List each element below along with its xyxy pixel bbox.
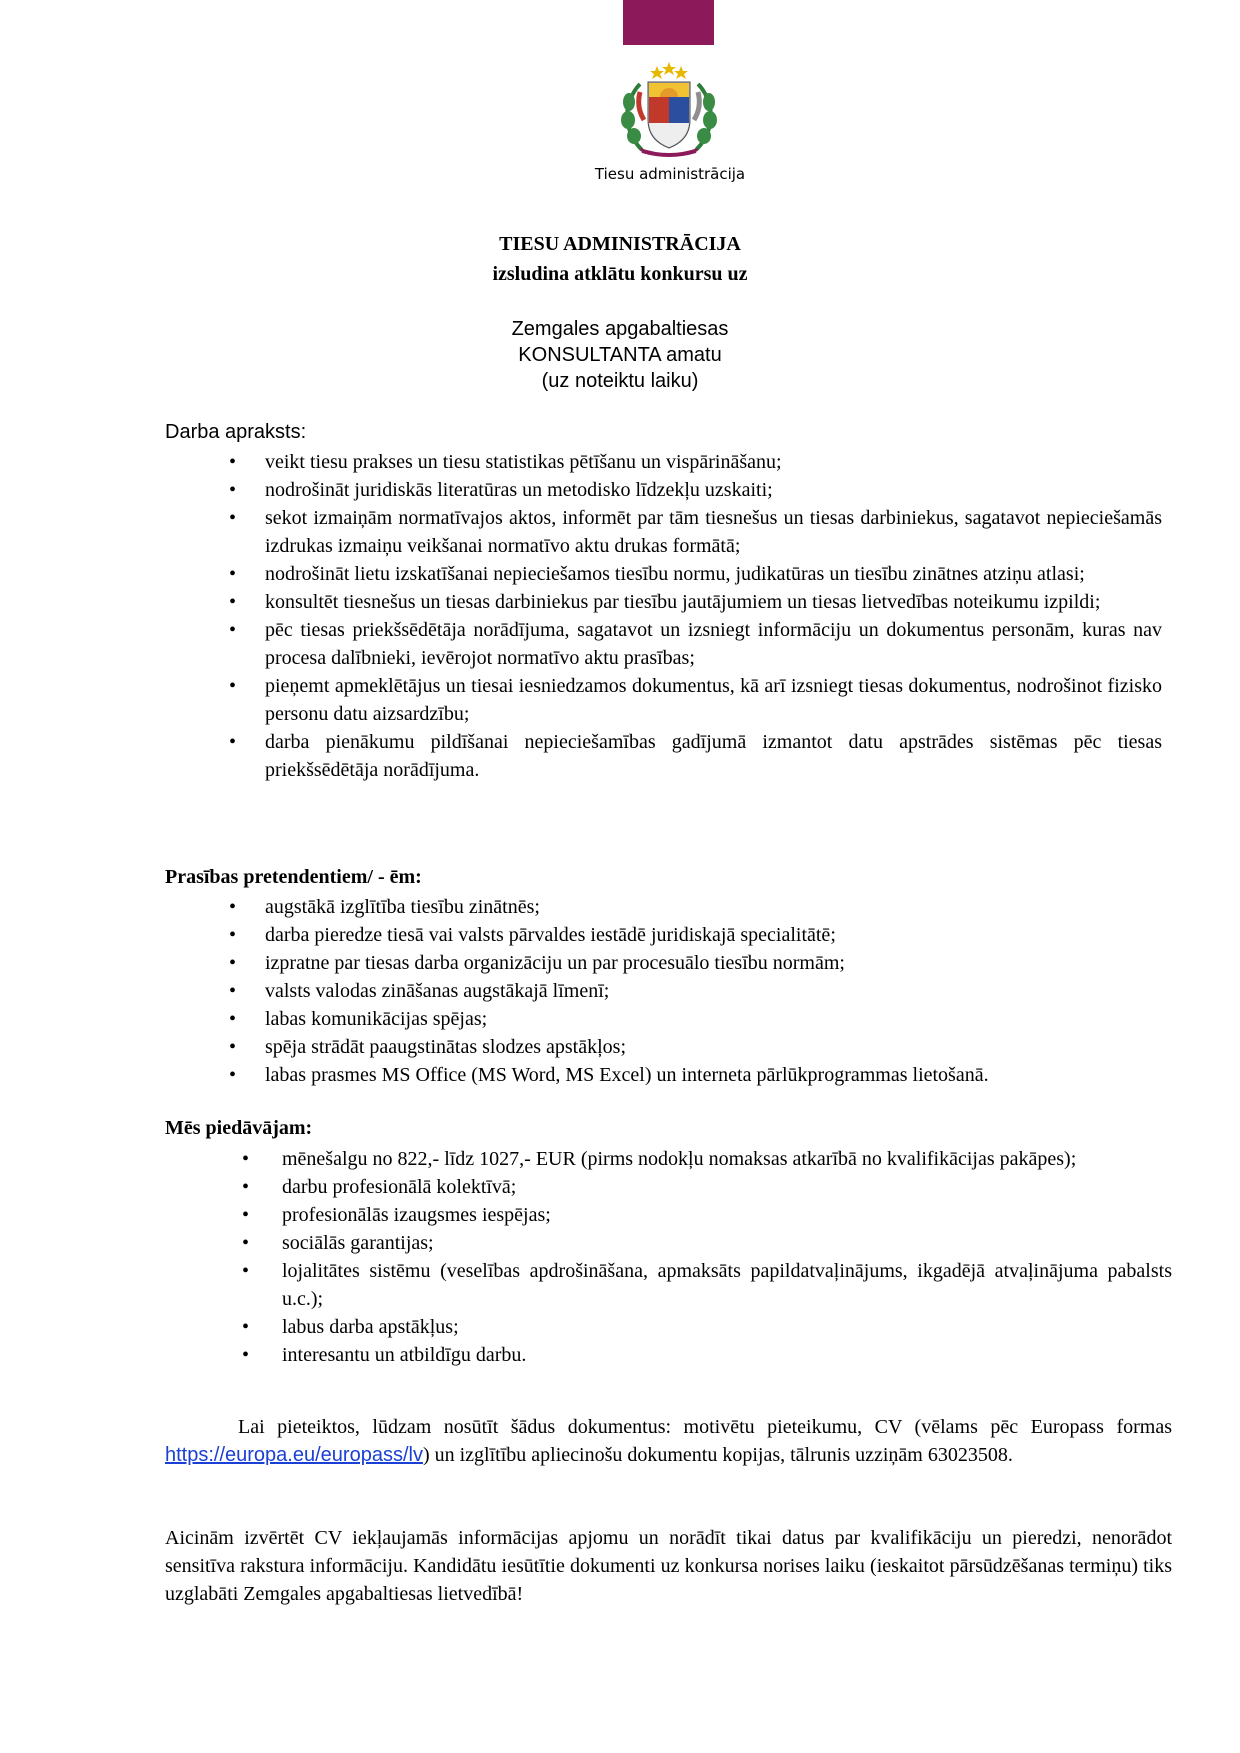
position-court: Zemgales apgabaltiesas	[511, 318, 729, 340]
application-text: Lai pieteiktos, lūdzam nosūtīt šādus dokumentus: motivētu pieteikumu, CV (vēlams pēc Europass formas	[238, 1416, 1172, 1438]
list-item: • interesantu un atbildīgu darbu.	[282, 1341, 1172, 1369]
offer-list	[282, 1145, 1172, 1369]
list-item: • pieņemt apmeklētājus un tiesai iesniedzamos dokumentus, kā arī izsniegt tiesas dokumentus, nodrošinot fizisko personu datu aizsardzību;	[265, 672, 1162, 728]
header-accent-bar	[623, 0, 714, 45]
list-item: • darba pienākumu pildīšanai nepieciešamības gadījumā izmantot datu apstrādes sistēmas pēc tiesas priekšsēdētāja norādījuma.	[265, 728, 1162, 784]
list-item: • sekot izmaiņām normatīvajos aktos, informēt par tām tiesnešus un tiesas darbiniekus, sagatavot nepieciešamās izdrukas izmaiņu veikšanai normatīvo aktu drukas formātā;	[265, 504, 1162, 560]
position-title: KONSULTANTA amatu	[518, 344, 722, 366]
list-item: • nodrošināt lietu izskatīšanai nepieciešamos tiesību normu, judikatūras un tiesību zinātnes atziņu atlasi;	[265, 560, 1162, 588]
list-item: • profesionālās izaugsmes iespējas;	[282, 1201, 1172, 1229]
list-item: • mēnešalgu no 822,- līdz 1027,- EUR (pirms nodokļu nomaksas atkarībā no kvalifikācijas pakāpes);	[282, 1145, 1172, 1173]
offer-heading: Mēs piedāvājam:	[165, 1117, 313, 1139]
notice-paragraph: Aicinām izvērtēt CV iekļaujamās informācijas apjomu un norādīt tikai datus par kvalifikāciju un pieredzi, nenorādot sensitīva rakstura informāciju. Kandidātu iesūtītie dokumenti uz konkursa norises laiku (ieskaitot pārsūdzēšanas termiņu) tiks uzglabāti Zemgales apgabaltiesas lietvedībā!	[165, 1527, 1172, 1605]
list-item: • darbu profesionālā kolektīvā;	[282, 1173, 1172, 1201]
list-item: • veikt tiesu prakses un tiesu statistikas pētīšanu un vispārināšanu;	[265, 448, 1162, 476]
page-title: TIESU ADMINISTRĀCIJA	[499, 233, 741, 255]
requirements-list	[265, 893, 1162, 1089]
list-item: • labas komunikācijas spējas;	[265, 1005, 1162, 1033]
list-item: • konsultēt tiesnešus un tiesas darbiniekus par tiesību jautājumiem un tiesas lietvedības noteikumu izpildi;	[265, 588, 1162, 616]
job-description-heading: Darba apraksts:	[165, 421, 307, 443]
list-item: • augstākā izglītība tiesību zinātnēs;	[265, 893, 1162, 921]
application-paragraph	[165, 1413, 1172, 1469]
list-item: • lojalitātes sistēmu (veselības apdrošināšana, apmaksāts papildatvaļinājums, ikgadējā atvaļinājuma pabalsts u.c.);	[282, 1257, 1172, 1313]
list-item: • pēc tiesas priekšsēdētāja norādījuma, sagatavot un izsniegt informāciju un dokumentus personām, kuras nav procesa dalībnieki, ievērojot normatīvo aktu prasības;	[265, 616, 1162, 672]
position-term: (uz noteiktu laiku)	[541, 370, 699, 392]
list-item: • labus darba apstākļus;	[282, 1313, 1172, 1341]
page-subtitle: izsludina atklātu konkursu uz	[492, 263, 748, 285]
coat-of-arms-icon	[620, 62, 718, 158]
europass-link[interactable]: https://europa.eu/europass/lv	[165, 1444, 423, 1466]
requirements-heading: Prasības pretendentiem/ - ēm:	[165, 866, 422, 888]
list-item: • izpratne par tiesas darba organizāciju un par procesuālo tiesību normām;	[265, 949, 1162, 977]
organization-caption: Tiesu administrācija	[594, 165, 746, 183]
list-item: • sociālās garantijas;	[282, 1229, 1172, 1257]
list-item: • spēja strādāt paaugstinātas slodzes apstākļos;	[265, 1033, 1162, 1061]
list-item: • nodrošināt juridiskās literatūras un metodisko līdzekļu uzskaiti;	[265, 476, 1162, 504]
job-description-list	[265, 448, 1162, 784]
list-item: • valsts valodas zināšanas augstākajā līmenī;	[265, 977, 1162, 1005]
list-item: • darba pieredze tiesā vai valsts pārvaldes iestādē juridiskajā specialitātē;	[265, 921, 1162, 949]
application-text-end: ) un izglītību apliecinošu dokumentu kopijas, tālrunis uzziņām 63023508.	[422, 1444, 1013, 1466]
list-item: • labas prasmes MS Office (MS Word, MS Excel) un interneta pārlūkprogrammas lietošanā.	[265, 1061, 1162, 1089]
